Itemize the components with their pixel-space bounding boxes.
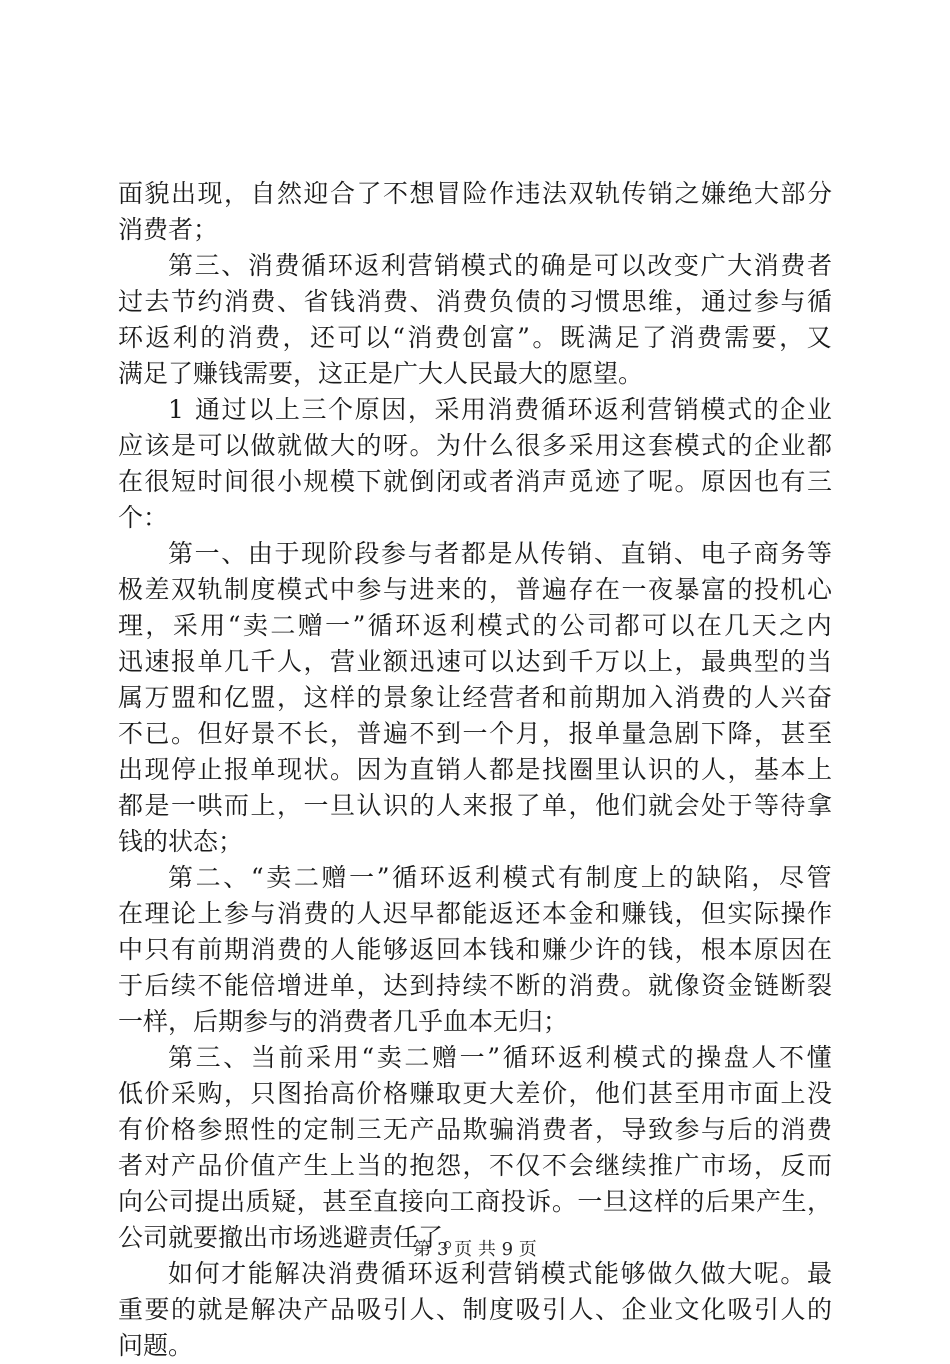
- text-line: 在理论上参与消费的人迟早都能返还本金和赚钱，但实际操作: [118, 899, 834, 928]
- text-line: 都是一哄而上，一旦认识的人来报了单，他们就会处于等待拿: [118, 791, 834, 820]
- text-line: 于后续不能倍增进单，达到持续不断的消费。就像资金链断裂: [118, 971, 834, 1000]
- text-line: 在很短时间很小规模下就倒闭或者消声觅迹了呢。原因也有三: [118, 467, 834, 496]
- text-line: 第一、由于现阶段参与者都是从传销、直销、电子商务等: [168, 539, 834, 568]
- text-line: 面貌出现，自然迎合了不想冒险作违法双轨传销之嫌绝大部分: [118, 179, 834, 208]
- text-line: 低价采购，只图抬高价格赚取更大差价，他们甚至用市面上没: [118, 1079, 834, 1108]
- text-line: 迅速报单几千人，营业额迅速可以达到千万以上，最典型的当: [118, 647, 834, 676]
- text-line: 消费者；: [118, 215, 219, 244]
- text-line: 极差双轨制度模式中参与进来的，普遍存在一夜暴富的投机心: [118, 575, 834, 604]
- text-line: 向公司提出质疑，甚至直接向工商投诉。一旦这样的后果产生，: [118, 1187, 833, 1216]
- text-line: 中只有前期消费的人能够返回本钱和赚少许的钱，根本原因在: [118, 935, 834, 964]
- text-line: 1 通过以上三个原因，采用消费循环返利营销模式的企业: [168, 395, 834, 424]
- text-line: 一样，后期参与的消费者几乎血本无归；: [118, 1007, 569, 1036]
- text-line: 不已。但好景不长，普遍不到一个月，报单量急剧下降，甚至: [118, 719, 834, 748]
- text-line: 应该是可以做就做大的呀。为什么很多采用这套模式的企业都: [118, 431, 834, 460]
- page-number-label: 第 3 页 共 9 页: [413, 1239, 537, 1260]
- text-line: 满足了赚钱需要，这正是广大人民最大的愿望。: [118, 359, 644, 388]
- text-line: 个：: [118, 503, 169, 532]
- text-line: 者对产品价值产生上当的抱怨，不仅不会继续推广市场，反而: [118, 1151, 834, 1180]
- text-line: 出现停止报单现状。因为直销人都是找圈里认识的人，基本上: [118, 755, 834, 784]
- text-line: 第三、当前采用“卖二赠一”循环返利模式的操盘人不懂: [168, 1043, 835, 1072]
- text-line: 钱的状态；: [118, 827, 244, 856]
- text-line: 环返利的消费，还可以“消费创富”。既满足了消费需要，又: [118, 323, 834, 352]
- text-line: 第二、“卖二赠一”循环返利模式有制度上的缺陷，尽管: [168, 863, 835, 892]
- text-line: 问题。: [118, 1331, 194, 1360]
- text-line: 公司就要撤出市场逃避责任了。: [118, 1223, 469, 1252]
- text-line: 过去节约消费、省钱消费、消费负债的习惯思维，通过参与循: [118, 287, 834, 316]
- text-line: 如何才能解决消费循环返利营销模式能够做久做大呢。最: [168, 1259, 834, 1288]
- page-footer: [0, 1238, 950, 1262]
- text-line: 理，采用“卖二赠一”循环返利模式的公司都可以在几天之内: [118, 611, 834, 640]
- text-line: 重要的就是解决产品吸引人、制度吸引人、企业文化吸引人的: [118, 1295, 834, 1324]
- text-line: 属万盟和亿盟，这样的景象让经营者和前期加入消费的人兴奋: [118, 683, 834, 712]
- text-line: 第三、消费循环返利营销模式的确是可以改变广大消费者: [168, 251, 834, 280]
- text-line: 有价格参照性的定制三无产品欺骗消费者，导致参与后的消费: [118, 1115, 834, 1144]
